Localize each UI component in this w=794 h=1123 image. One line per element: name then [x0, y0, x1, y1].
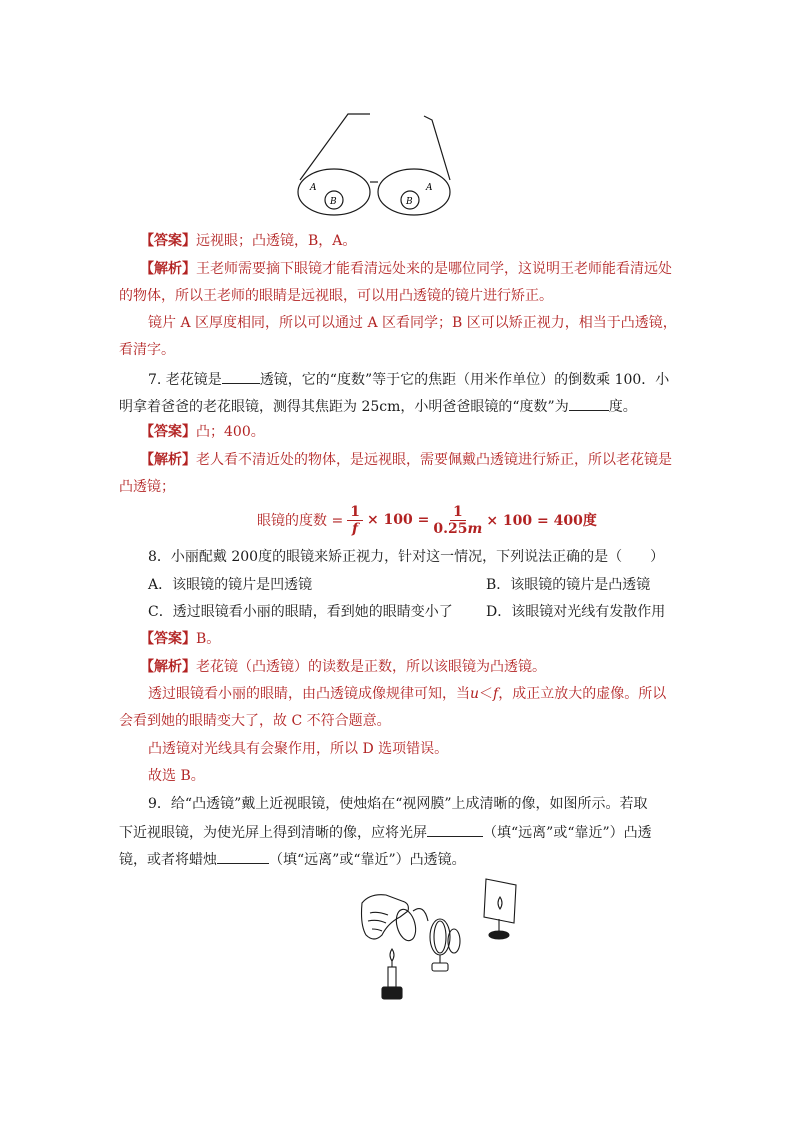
q9-blank-1[interactable]: [427, 822, 483, 837]
lens-left-label-a: A: [310, 183, 317, 193]
q8-analysis-line-1: 【解析】老花镜（凸透镜）的读数是正数，所以该眼镜为凸透镜。: [140, 659, 546, 675]
fraction-1-over-f: $\frac{1}{f}$: [347, 504, 363, 537]
q8-option-a[interactable]: A．该眼镜的镜片是凹透镜: [148, 577, 313, 593]
q7-stem-line-2: 明拿着爸爸的老花眼镜，测得其焦距为 25cm，小明爸爸眼镜的“度数”为 度。: [119, 396, 637, 416]
q8-analysis-line-3: 会看到她的眼睛变大了，故 C 不符合题意。: [119, 713, 391, 729]
q8-answer-line: 【答案】B。: [140, 631, 221, 647]
q8-option-b[interactable]: B．该眼镜的镜片是凸透镜: [486, 577, 651, 593]
hand-icon: [362, 895, 409, 939]
q7-stem-line-1: 7. 老花镜是 透镜，它的“度数”等于它的焦距（用米作单位）的倒数乘 100．小: [148, 369, 669, 389]
q8-analysis-line-5: 故选 B。: [148, 768, 205, 784]
q6-analysis-line-2: 的物体，所以王老师的眼睛是远视眼，可以用凸透镜的镜片进行矫正。: [119, 288, 553, 304]
optics-experiment-figure: [358, 873, 522, 1007]
q7-answer-line: 【答案】凸；400。: [140, 424, 265, 440]
q8-analysis-line-2: 透过眼镜看小丽的眼睛，由凸透镜成像规律可知，当u＜f，成正立放大的虚像。所以: [148, 686, 667, 702]
q6-analysis-line-3: 镜片 A 区厚度相同，所以可以通过 A 区看同学；B 区可以矫正视力，相当于凸透镜，: [148, 315, 677, 331]
glasses-figure: [292, 108, 462, 218]
q8-option-c[interactable]: C．透过眼镜看小丽的眼睛，看到她的眼睛变小了: [148, 604, 453, 620]
q7-analysis-line-2: 凸透镜；: [119, 479, 175, 495]
analysis-tag: 【解析】: [140, 261, 196, 277]
q9-stem-line-2: 下近视眼镜，为使光屏上得到清晰的像，应将光屏 （填“远离”或“靠近”）凸透: [119, 822, 652, 842]
q9-blank-2[interactable]: [217, 849, 269, 864]
fraction-1-over-025m: $\frac{1}{0.25m}$: [433, 503, 483, 537]
q7-analysis-line-1: 【解析】老人看不清近处的物体，是远视眼，需要佩戴凸透镜进行矫正，所以老花镜是: [140, 452, 672, 468]
q6-answer-line: [140, 232, 356, 250]
q8-analysis-line-4: 凸透镜对光线具有会聚作用，所以 D 选项错误。: [148, 741, 449, 757]
lens-right-label-b: B: [406, 197, 413, 207]
lens-right-label-a: A: [426, 183, 433, 193]
q9-stem-line-1: 9．给“凸透镜”戴上近视眼镜，使烛焰在“视网膜”上成清晰的像，如图所示。若取: [148, 796, 648, 812]
answer-tag: 【答案】: [140, 233, 196, 249]
q9-stem-line-3: 镜，或者将蜡烛 （填“远离”或“靠近”）凸透镜。: [119, 849, 466, 869]
q6-analysis-line-1: 【解析】王老师需要摘下眼镜才能看清远处来的是哪位同学，这说明王老师能看清远处: [140, 261, 672, 277]
q7-blank-1[interactable]: [222, 369, 260, 384]
q6-analysis-line-4: 看清字。: [119, 342, 175, 358]
q8-stem: 8．小丽配戴 200度的眼镜来矫正视力，针对这一情况，下列说法正确的是（ ）: [148, 549, 665, 565]
q7-blank-2[interactable]: [569, 396, 609, 411]
lens-left-label-b: B: [330, 197, 337, 207]
q8-option-d[interactable]: D．该眼镜对光线有发散作用: [486, 604, 666, 620]
q6-answer: 远视眼；凸透镜，B，A。: [196, 233, 357, 249]
q7-formula: 眼镜的度数 = $\frac{1}{f}$ × 100 = $\frac{1}{0.25m}$ × 100 = 400度: [257, 503, 597, 537]
